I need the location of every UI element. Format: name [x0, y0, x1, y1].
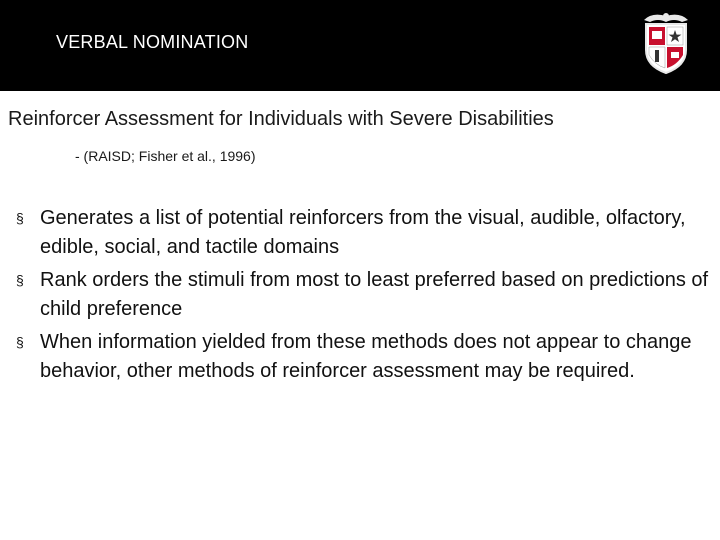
list-item	[16, 266, 716, 324]
header-bar	[0, 0, 720, 91]
bullet-text: Rank orders the stimuli from most to least preferred based on predictions of child preference	[40, 269, 709, 320]
university-crest-icon	[638, 10, 694, 76]
bullet-list	[16, 204, 716, 390]
bullet-text: Generates a list of potential reinforcers from the visual, audible, olfactory, edible, social, and tactile domains	[40, 207, 686, 258]
bullet-marker-icon: §	[16, 272, 24, 288]
citation-text: - (RAISD; Fisher et al., 1996)	[75, 148, 256, 164]
list-item	[16, 328, 716, 386]
list-item	[16, 204, 716, 262]
bullet-marker-icon: §	[16, 210, 24, 226]
bullet-text: When information yielded from these methods does not appear to change behavior, other methods of reinforcer assessment may be required.	[40, 331, 692, 382]
slide-title: VERBAL NOMINATION	[56, 32, 249, 52]
section-heading: Reinforcer Assessment for Individuals with Severe Disabilities	[8, 108, 554, 130]
bullet-marker-icon: §	[16, 334, 24, 350]
